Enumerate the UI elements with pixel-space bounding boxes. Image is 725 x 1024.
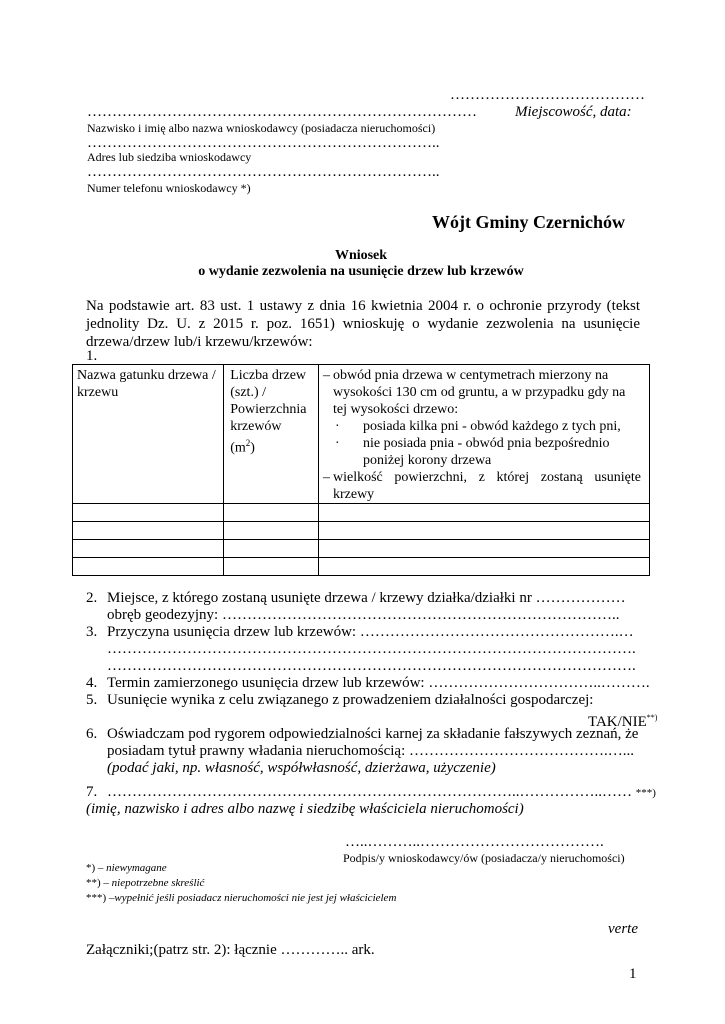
phone-label: Numer telefonu wnioskodawcy *) [87,181,251,195]
item-7-sup: ***) [635,787,656,799]
footnote-3-mark: ***) [86,892,107,904]
footnote-1-text: – niewymagane [95,862,167,874]
item-5-text: Usunięcie wynika z celu związanego z prowadzeniem działalności gospodarczej: [107,692,594,708]
table-cell-measure[interactable] [318,522,649,540]
item-2-line-2[interactable]: obręb geodezyjny: …………………………………………………………………….. [107,607,620,623]
table-cell-count[interactable] [224,504,319,522]
table-row [73,540,650,558]
table-header-count [224,365,319,504]
table-row [73,522,650,540]
measure-circumference-text: obwód pnia drzewa w centymetrach mierzony na wysokości 130 cm od gruntu, a w przypadku gdy na tej wysokości drzewo: [332,368,626,417]
place-date-label: Miejscowość, data: [515,104,632,120]
item-1-number: 1. [86,348,98,364]
item-6-line-2[interactable]: posiadam tytuł prawny władania nieruchomością: ………………………………….…... [107,743,634,759]
item-7-number: 7. [86,784,98,800]
species-header-text: Nazwa gatunku drzewa / krzewu [77,368,216,400]
attachments-line[interactable]: Załączniki;(patrz str. 2): łącznie ………….. ark. [86,942,375,958]
item-3-line-2[interactable]: ……………………………………………………………………………………………. [107,641,636,657]
footnote-1-mark: *) [86,862,96,874]
table-cell-count[interactable] [224,558,319,576]
footnote-1 [86,862,167,875]
item-6-hint: (podać jaki, np. własność, współwłasność, dzierżawa, użyczenie) [107,760,496,776]
address-label: Adres lub siedziba wnioskodawcy [87,150,252,164]
measure-area [323,469,641,503]
table-cell-measure[interactable] [318,540,649,558]
item-4-number: 4. [86,675,98,691]
count-header-close: ) [250,440,255,456]
item-5-answer-sup: **) [646,713,658,722]
count-header-sup: 2 [245,438,251,448]
name-dots[interactable]: …………………………………………………………………… [87,104,477,120]
table-cell-species[interactable] [73,504,224,522]
table-cell-species[interactable] [73,558,224,576]
item-4-text[interactable]: Termin zamierzonego usunięcia drzew lub krzewów: ……………………………..………. [107,675,650,691]
name-label: Nazwisko i imię albo nazwa wnioskodawcy (posiadacza nieruchomości) [87,121,436,135]
bullet-marker: · [334,419,340,434]
table-cell-count[interactable] [224,540,319,558]
addressee: Wójt Gminy Czernichów [432,212,625,232]
dash-marker: – [322,470,330,485]
item-5-number: 5. [86,692,98,708]
bullet-marker: · [334,436,340,451]
footnote-2-text: – niepotrzebne skreślić [100,877,205,889]
table-header-row [73,365,650,504]
item-3-line-1[interactable]: Przyczyna usunięcia drzew lub krzewów: …………………………………………….… [107,624,634,640]
place-date-dots[interactable]: ………………………………… [450,87,645,103]
count-header-unit: (m [230,440,246,456]
measure-bullet-1 [323,418,641,435]
dash-marker: – [322,368,330,383]
count-header-text: Liczba drzew (szt.) / Powierzchnia krzewów [230,368,307,434]
signature-label: Podpis/y wnioskodawcy/ów (posiadacza/y nieruchomości) [343,851,625,865]
table-row [73,504,650,522]
item-6-number: 6. [86,726,98,742]
footnote-3 [86,892,396,905]
table-cell-measure[interactable] [318,558,649,576]
table-cell-species[interactable] [73,540,224,558]
trees-table [72,364,650,576]
title-line-1: Wniosek [334,248,388,263]
measure-bullet-1-text: posiada kilka pni - obwód każdego z tych pni, [362,419,621,434]
footnote-2 [86,877,204,890]
item-3-number: 3. [86,624,98,640]
table-cell-measure[interactable] [318,504,649,522]
measure-bullet-2 [323,435,641,469]
item-2-number: 2. [86,590,98,606]
table-header-measure [318,365,649,504]
address-dots[interactable]: …………………………………………………………….. [87,135,440,151]
item-6-line-1: Oświadczam pod rygorem odpowiedzialności karnej za składanie fałszywych zeznań, że [107,726,639,742]
title-line-2: o wydanie zezwolenia na usunięcie drzew lub krzewów [198,264,524,279]
phone-dots[interactable]: …………………………………………………………….. [87,164,440,180]
item-7-dots[interactable]: ………………………………………………………………………..……………..…… [107,784,632,800]
measure-circumference [323,367,641,418]
table-cell-species[interactable] [73,522,224,540]
intro-paragraph: Na podstawie art. 83 ust. 1 ustawy z dnia 16 kwietnia 2004 r. o ochronie przyrody (tekst jednolity Dz. U. z 2015 r. poz. 1651) wnioskuję o wydanie zezwolenia na usunięcie drzewa/drzew lub/i krzewu/krzewów: [86,298,640,350]
table-header-species [73,365,224,504]
item-2-line-1[interactable]: Miejsce, z którego zostaną usunięte drzewa / krzewy działka/działki nr ……………… [107,590,626,606]
item-3-line-3[interactable]: ……………………………………………………………………………………………. [107,658,636,674]
verte-note: verte [608,921,638,937]
table-cell-count[interactable] [224,522,319,540]
item-5-answer-text[interactable]: TAK/NIE [588,714,647,730]
item-7-field[interactable] [107,784,656,802]
table-row [73,558,650,576]
footnote-2-mark: **) [86,877,101,889]
footnote-3-text: –wypełnić jeśli posiadacz nieruchomości nie jest jej właścicielem [106,892,397,904]
page-number: 1 [629,966,637,982]
signature-dots[interactable]: …..………..………………………………. [345,834,604,850]
item-7-hint: (imię, nazwisko i adres albo nazwę i siedzibę właściciela nieruchomości) [86,801,524,817]
measure-bullet-2-text: nie posiada pnia - obwód pnia bezpośrednio poniżej korony drzewa [362,436,610,468]
measure-area-text: wielkość powierzchni, z której zostaną usunięte krzewy [332,470,641,502]
